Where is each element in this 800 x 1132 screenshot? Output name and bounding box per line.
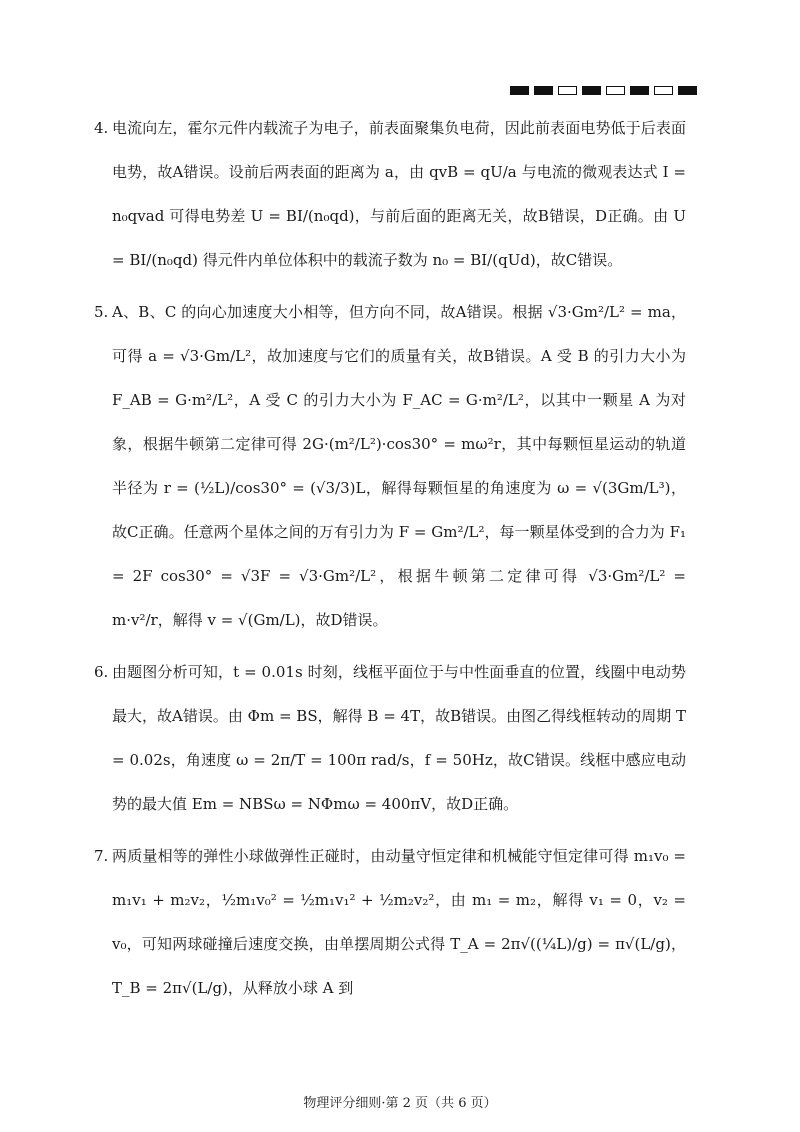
marker-square-empty: [558, 86, 577, 95]
marker-square-filled: [630, 86, 649, 95]
answer-explanations: [94, 106, 686, 1010]
item-text: 两质量相等的弹性小球做弹性正碰时，由动量守恒定律和机械能守恒定律可得 m₁v₀ = m₁v₁ + m₂v₂，½m₁v₀² = ½m₁v₁² + ½m₂v₂²，由 m₁ = m₂，解得 v₁ = 0，v₂ = v₀，可知两球碰撞后速度交换，由单摆周期公式得 T_A = 2π√((¼L)/g) = π√(L/g)，T_B = 2π√(L/g)，从释放小球 A 到: [112, 847, 686, 997]
page-marker-strip: [510, 86, 697, 95]
item-number: 4.: [94, 119, 109, 137]
page-footer: 物理评分细则·第 2 页（共 6 页）: [303, 1096, 497, 1111]
marker-square-empty: [654, 86, 673, 95]
explanation-item-4: [94, 106, 686, 282]
explanation-item-7: [94, 834, 686, 1010]
marker-square-filled: [510, 86, 529, 95]
marker-square-filled: [582, 86, 601, 95]
item-number: 7.: [94, 847, 109, 865]
explanation-item-5: [94, 290, 686, 642]
item-text: A、B、C 的向心加速度大小相等，但方向不同，故A错误。根据 √3·Gm²/L² = ma，可得 a = √3·Gm/L²，故加速度与它们的质量有关，故B错误。A 受 B 的引力大小为 F_AB = G·m²/L²，A 受 C 的引力大小为 F_AC = G·m²/L²，以其中一颗星 A 为对象，根据牛顿第二定律可得 2G·(m²/L²)·cos30° = mω²r，其中每颗恒星运动的轨道半径为 r = (½L)/cos30° = (√3/3)L，解得每颗恒星的角速度为 ω = √(3Gm/L³)，故C正确。任意两个星体之间的万有引力为 F = Gm²/L²，每一颗星体受到的合力为 F₁ = 2F cos30° = √3F = √3·Gm²/L²，根据牛顿第二定律可得 √3·Gm²/L² = m·v²/r，解得 v = √(Gm/L)，故D错误。: [112, 303, 686, 629]
item-number: 5.: [94, 303, 109, 321]
item-text: 由题图分析可知，t = 0.01s 时刻，线框平面位于与中性面垂直的位置，线圈中电动势最大，故A错误。由 Φm = BS，解得 B = 4T，故B错误。由图乙得线框转动的周期 T = 0.02s，角速度 ω = 2π/T = 100π rad/s，f = 50Hz，故C错误。线框中感应电动势的最大值 Em = NBSω = NΦmω = 400πV，故D正确。: [112, 663, 686, 813]
explanation-item-6: [94, 650, 686, 826]
marker-square-empty: [606, 86, 625, 95]
item-text: 电流向左，霍尔元件内载流子为电子，前表面聚集负电荷，因此前表面电势低于后表面电势，故A错误。设前后两表面的距离为 a，由 qvB = qU/a 与电流的微观表达式 I = n₀qvad 可得电势差 U = BI/(n₀qd)，与前后面的距离无关，故B错误，D正确。由 U = BI/(n₀qd) 得元件内单位体积中的载流子数为 n₀ = BI/(qUd)，故C错误。: [112, 119, 686, 269]
marker-square-filled: [534, 86, 553, 95]
item-number: 6.: [94, 663, 109, 681]
marker-square-filled: [678, 86, 697, 95]
